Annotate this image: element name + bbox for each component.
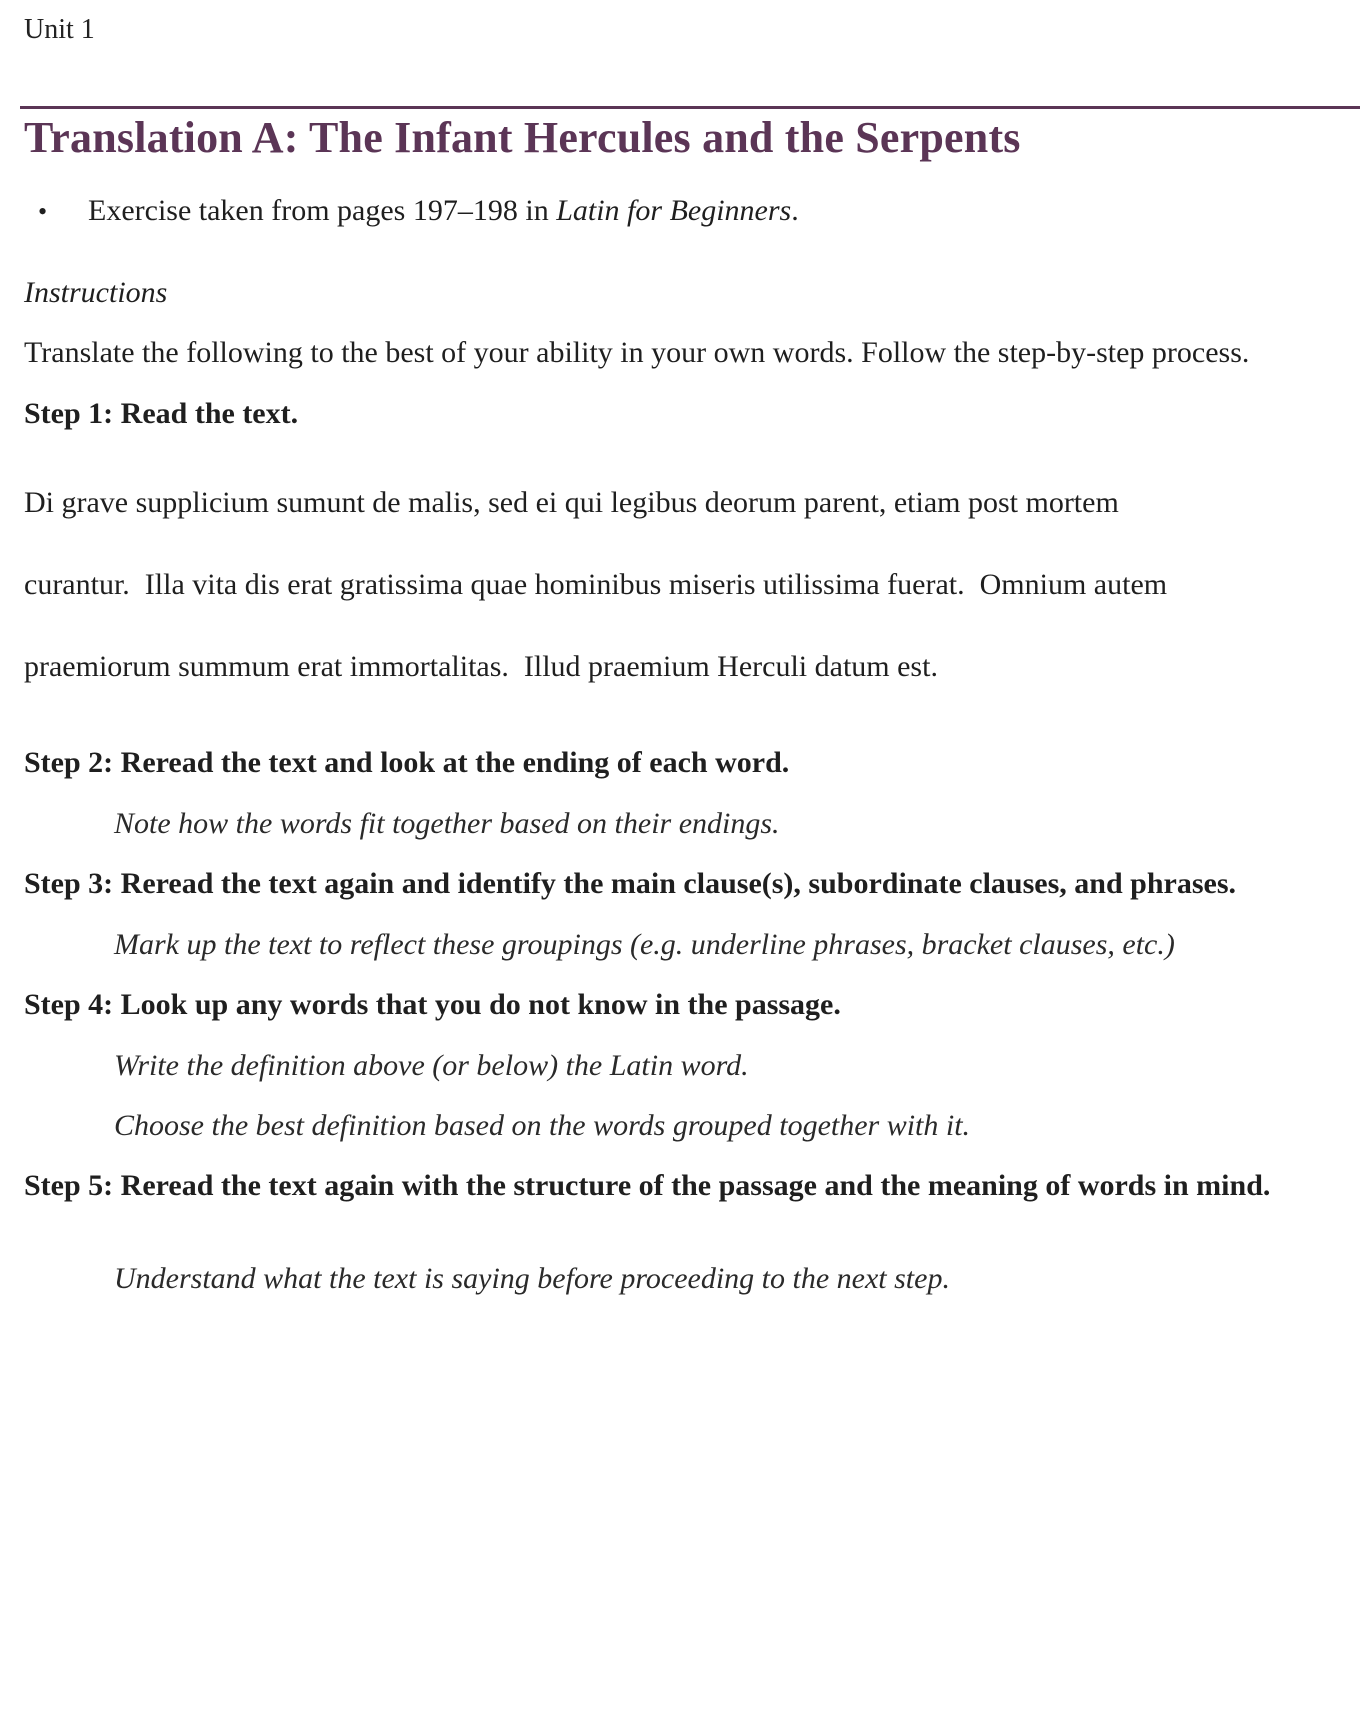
step-2-heading: Step 2: Reread the text and look at the ending of each word. — [24, 746, 790, 779]
step-3-note: Mark up the text to reflect these groupings (e.g. underline phrases, bracket clauses, etc.) — [114, 928, 1175, 961]
latin-line: praemiorum summum erat immortalitas. Illud praemium Herculi datum est. — [24, 650, 938, 683]
instructions-heading: Instructions — [24, 276, 168, 309]
step-4-note: Choose the best definition based on the words grouped together with it. — [114, 1109, 971, 1142]
unit-label: Unit 1 — [24, 14, 95, 45]
source-prefix: Exercise taken from pages 197–198 in — [88, 194, 557, 227]
step-2-note: Note how the words fit together based on their endings. — [114, 807, 780, 840]
bullet-icon: • — [38, 197, 48, 226]
instructions-text: Translate the following to the best of your ability in your own words. Follow the step-by-step process. — [24, 336, 1250, 369]
title-rule — [20, 106, 1360, 109]
latin-line: curantur. Illa vita dis erat gratissima quae hominibus miseris utilissima fuerat. Omnium autem — [24, 568, 1168, 601]
step-3-heading: Step 3: Reread the text again and identify the main clause(s), subordinate clauses, and phrases. — [24, 867, 1236, 900]
step-4-heading: Step 4: Look up any words that you do not know in the passage. — [24, 988, 841, 1021]
latin-line: Di grave supplicium sumunt de malis, sed ei qui legibus deorum parent, etiam post mortem — [24, 486, 1119, 519]
step-1-heading: Step 1: Read the text. — [24, 397, 299, 430]
step-4-note: Write the definition above (or below) the Latin word. — [114, 1049, 749, 1082]
page-title: Translation A: The Infant Hercules and the Serpents — [24, 113, 1021, 162]
step-5-note: Understand what the text is saying before proceeding to the next step. — [114, 1262, 950, 1295]
source-bullet-item — [38, 194, 799, 228]
source-text — [88, 194, 799, 228]
source-suffix: . — [791, 194, 799, 227]
source-book-title: Latin for Beginners — [556, 194, 792, 227]
step-5-heading: Step 5: Reread the text again with the structure of the passage and the meaning of words in mind. — [24, 1169, 1271, 1202]
